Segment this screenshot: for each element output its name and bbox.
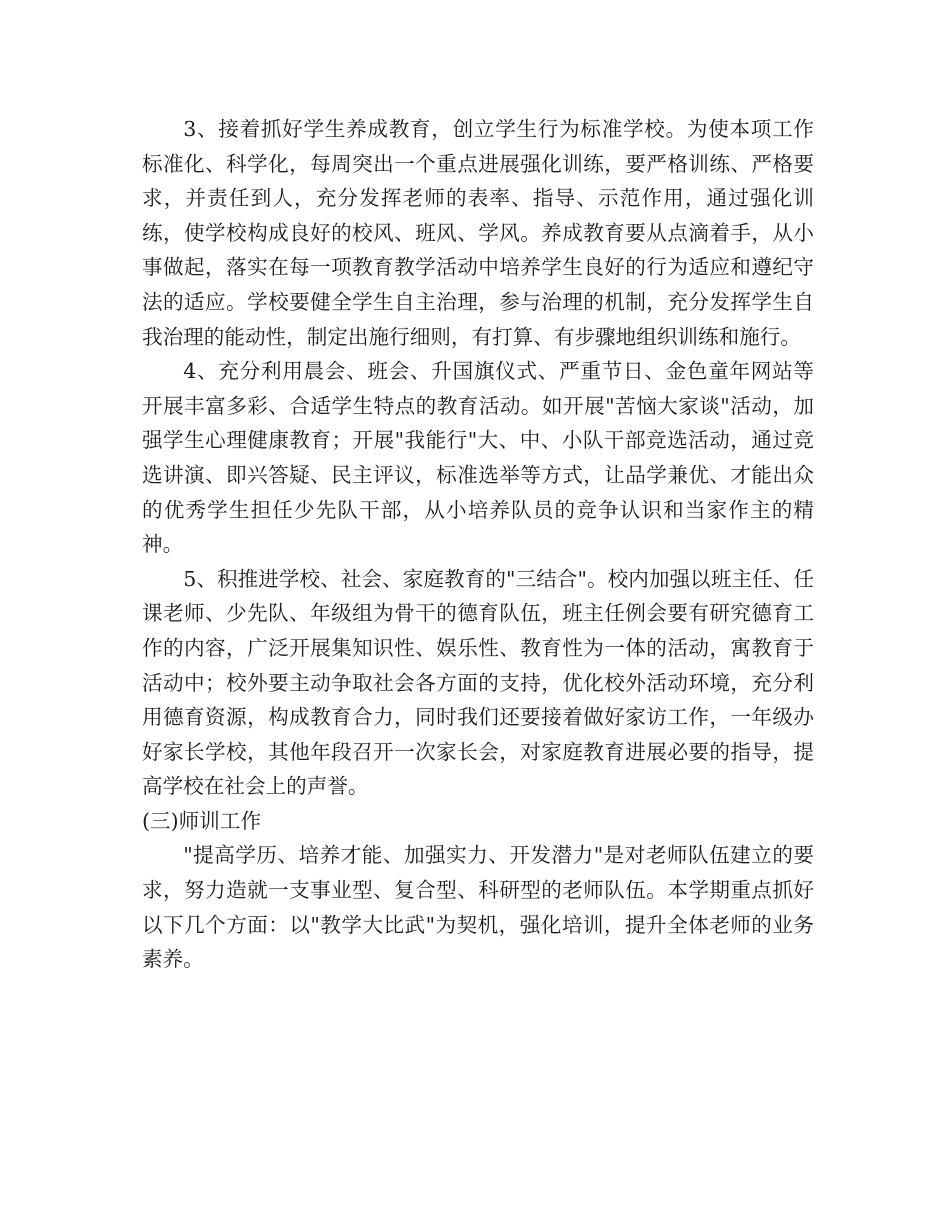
paragraph-item-3: 3、接着抓好学生养成教育，创立学生行为标准学校。为使本项工作标准化、科学化，每周突出一个重点进展强化训练，要严格训练、严格要求，并责任到人，充分发挥老师的表率、指导、示范作用，通过强化训练，使学校构成良好的校风、班风、学风。养成教育要从点滴着手，从小事做起，落实在每一项教育教学活动中培养学生良好的行为适应和遵纪守法的适应。学校要健全学生自主治理，参与治理的机制，充分发挥学生自我治理的能动性，制定出施行细则，有打算、有步骤地组织训练和施行。 <box>142 117 814 349</box>
section-body-paragraph: "提高学历、培养才能、加强实力、开发潜力"是对老师队伍建立的要求，努力造就一支事业型、复合型、科研型的老师队伍。本学期重点抓好以下几个方面：以"教学大比武"为契机，强化培训，提升全体老师的业务素养。 <box>142 843 814 972</box>
paragraph-item-5: 5、积推进学校、社会、家庭教育的"三结合"。校内加强以班主任、任课老师、少先队、年级组为骨干的德育队伍，班主任例会要有研究德育工作的内容，广泛开展集知识性、娱乐性、教育性为一体的活动，寓教育于活动中；校外要主动争取社会各方面的支持，优化校外活动环境，充分利用德育资源，构成教育合力，同时我们还要接着做好家访工作，一年级办好家长学校，其他年段召开一次家长会，对家庭教育进展必要的指导，提高学校在社会上的声誉。 <box>142 566 814 799</box>
paragraph-item-4: 4、充分利用晨会、班会、升国旗仪式、严重节日、金色童年网站等开展丰富多彩、合适学生特点的教育活动。如开展"苦恼大家谈"活动，加强学生心理健康教育；开展"我能行"大、中、小队干部竞选活动，通过竞选讲演、即兴答疑、民主评议，标准选举等方式，让品学兼优、才能出众的优秀学生担任少先队干部，从小培养队员的竞争认识和当家作主的精神。 <box>142 359 814 557</box>
section-heading: (三)师训工作 <box>142 808 262 833</box>
document-page <box>142 112 814 977</box>
